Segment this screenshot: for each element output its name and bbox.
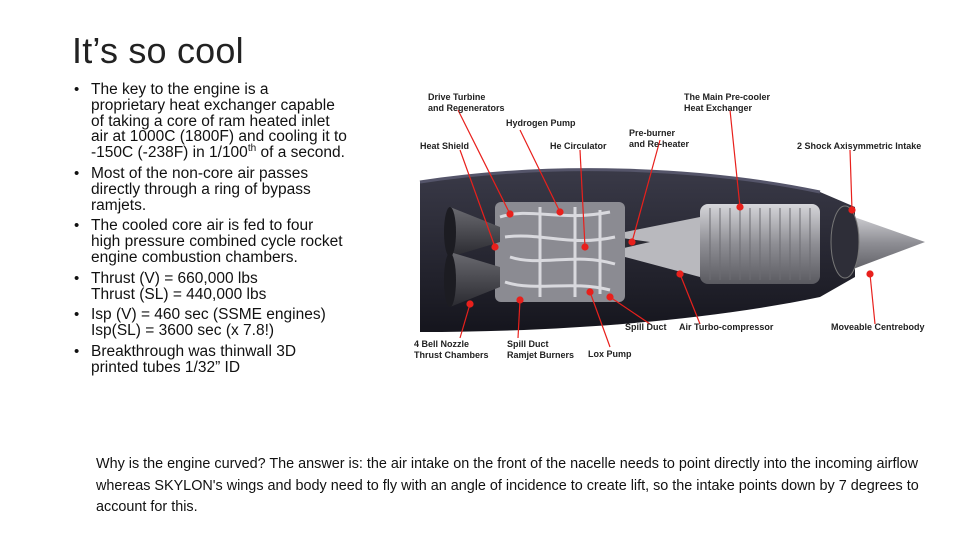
bullet-item <box>72 307 402 339</box>
bullet-line: Isp(SL) = 3600 sec (x 7.8!) <box>91 322 275 340</box>
label-drive-turbine-2: and Regenerators <box>428 103 505 113</box>
label-air-turbo-compressor: Air Turbo-compressor <box>679 322 774 332</box>
nozzle-exit-upper <box>444 207 456 257</box>
bullet-dot-icon: • <box>74 164 80 182</box>
label-main-precooler-2: Heat Exchanger <box>684 103 753 113</box>
slide-title: It’s so cool <box>72 30 244 71</box>
label-he-circulator: He Circulator <box>550 141 607 151</box>
bullet-line: The key to the engine is a <box>91 81 269 98</box>
bullet-line: air at 1000C (1800F) and cooling it to <box>91 128 347 146</box>
engine-cutaway-diagram <box>400 42 930 372</box>
bullet-line: engine combustion chambers. <box>91 248 298 266</box>
bullet-line: Thrust (SL) = 440,000 lbs <box>91 285 267 303</box>
bullet-list <box>72 82 402 381</box>
bullet-item <box>72 271 402 303</box>
bullet-line: directly through a ring of bypass <box>91 180 311 198</box>
label-main-precooler: The Main Pre-cooler <box>684 92 771 102</box>
bullet-line: proprietary heat exchanger capable <box>91 96 335 114</box>
intake-ring <box>831 206 859 278</box>
label-spill-duct: Spill Duct <box>625 322 667 332</box>
bullet-text: of a second. <box>256 144 345 162</box>
caption-text: Why is the engine curved? The answer is: the air intake on the front of the nacelle needs to point directly into the incoming airflow whereas SKYLON's wings and body need to fly with an angle of incidence to create lift, so the intake points down by 7 degrees to account for this. <box>96 456 919 515</box>
bullet-line: printed tubes 1/32” ID <box>91 358 241 376</box>
bullet-line: Most of the non-core air passes <box>91 164 309 182</box>
label-hydrogen-pump: Hydrogen Pump <box>506 118 576 128</box>
bullet-line: Isp (V) = 460 sec (SSME engines) <box>91 306 326 324</box>
bullet-dot-icon: • <box>74 81 80 98</box>
label-preburner: Pre-burner <box>629 128 676 138</box>
engine-cutaway-figure <box>400 42 930 372</box>
bullet-line <box>91 145 402 161</box>
bullet-dot-icon: • <box>74 306 80 324</box>
bullet-line: Thrust (V) = 660,000 lbs <box>91 269 258 287</box>
label-bell-nozzle-2: Thrust Chambers <box>414 350 489 360</box>
superscript: th <box>247 143 257 155</box>
label-spill-duct-ramjet: Spill Duct <box>507 339 549 349</box>
bullet-text: -150C (-238F) in 1/100 <box>91 144 248 162</box>
bullet-dot-icon: • <box>74 217 80 235</box>
label-drive-turbine: Drive Turbine <box>428 92 486 102</box>
bullet-line: of taking a core of ram heated inlet <box>91 112 330 130</box>
label-ramjet-burners: Ramjet Burners <box>507 350 575 360</box>
bullet-line: ramjets. <box>91 196 147 214</box>
bullet-item <box>72 344 402 376</box>
nozzle-exit-lower <box>444 253 456 307</box>
bullet-item <box>72 218 402 265</box>
bullet-line: The cooled core air is fed to four <box>91 217 314 235</box>
label-preburner-2: and Re-heater <box>629 139 690 149</box>
bullet-item <box>72 166 402 213</box>
bullet-dot-icon: • <box>74 269 80 287</box>
label-lox-pump: Lox Pump <box>588 349 632 359</box>
bullet-item <box>72 82 402 161</box>
bullet-line: high pressure combined cycle rocket <box>91 233 343 251</box>
label-heat-shield: Heat Shield <box>420 141 470 151</box>
label-bell-nozzle: 4 Bell Nozzle <box>414 339 470 349</box>
label-shock-intake: 2 Shock Axisymmetric Intake <box>797 141 922 151</box>
bullet-dot-icon: • <box>74 342 80 360</box>
bullet-line: Breakthrough was thinwall 3D <box>91 342 297 360</box>
label-moveable-centrebody: Moveable Centrebody <box>831 322 925 332</box>
